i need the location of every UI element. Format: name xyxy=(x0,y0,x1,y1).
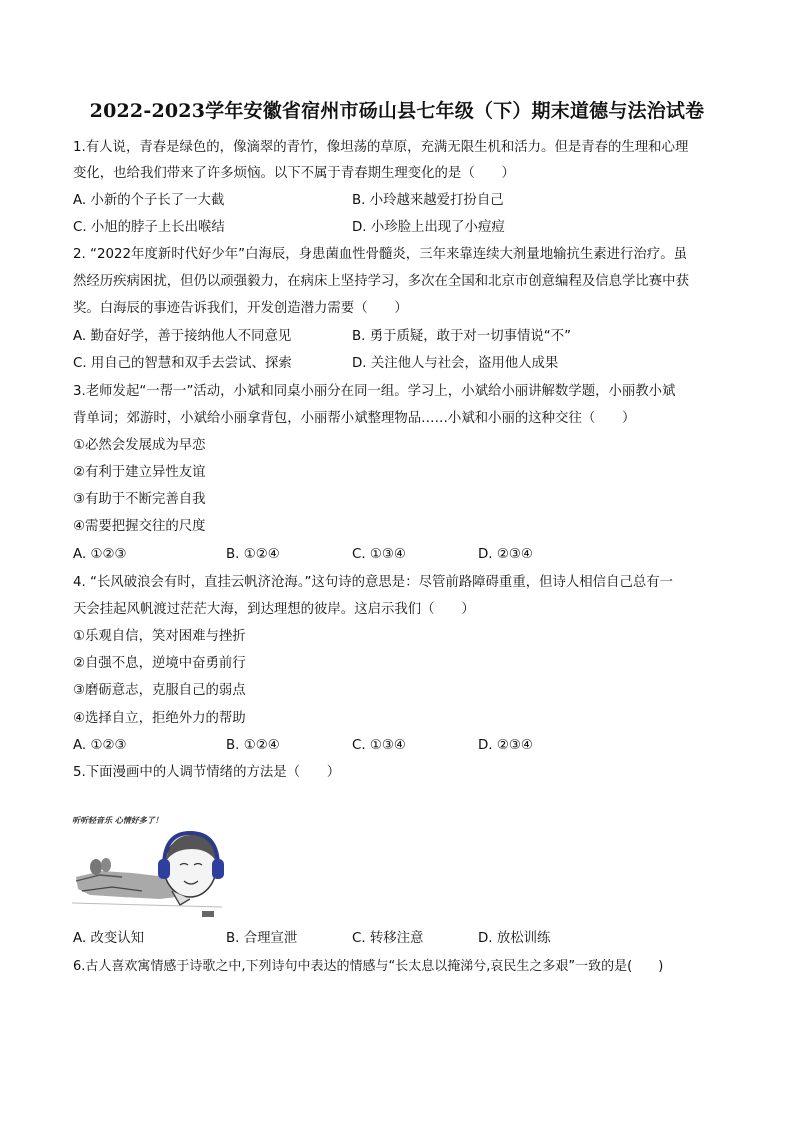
question-3-text-line-1: 3.老师发起“一帮一”活动，小斌和同桌小丽分在同一组。学习上，小斌给小丽讲解数学题，小丽教小斌 xyxy=(73,384,676,399)
question-1-text-line-1: 1.有人说，青春是绿色的，像滴翠的青竹，像坦荡的草原，充满无限生机和活力。但是青春的生理和心理 xyxy=(73,140,689,155)
question-3-statement-1: ①必然会发展成为早恋 xyxy=(73,438,206,453)
question-4-text-line-1: 4. “长风破浪会有时，直挂云帆济沧海。”这句诗的意思是：尽管前路障碍重重，但诗人相信自己总有一 xyxy=(73,575,674,590)
question-5-option-d: D. 放松训练 xyxy=(478,931,551,946)
question-3-option-b: B. ①②④ xyxy=(226,547,280,562)
question-2-option-b: B. 勇于质疑，敢于对一切事情说“不” xyxy=(352,329,572,344)
question-2-option-c: C. 用自己的智慧和双手去尝试、探索 xyxy=(73,356,292,371)
question-4-statement-2: ②自强不息，逆境中奋勇前行 xyxy=(73,656,246,671)
question-4-statement-1: ①乐观自信，笑对困难与挫折 xyxy=(73,629,246,644)
question-3-statement-2: ②有利于建立异性友谊 xyxy=(73,465,206,480)
question-1-option-a: A. 小新的个子长了一大截 xyxy=(73,193,225,208)
question-3-statement-3: ③有助于不断完善自我 xyxy=(73,492,206,507)
question-5-option-a: A. 改变认知 xyxy=(73,931,144,946)
question-2-option-a: A. 勤奋好学，善于接纳他人不同意见 xyxy=(73,329,292,344)
question-4-option-d: D. ②③④ xyxy=(478,738,533,753)
question-5-option-b: B. 合理宣泄 xyxy=(226,931,298,946)
question-1-option-d: D. 小珍脸上出现了小痘痘 xyxy=(352,220,505,235)
comic-caption: 听听轻音乐 心情好多了！ xyxy=(72,816,163,825)
question-2-option-d: D. 关注他人与社会，盗用他人成果 xyxy=(352,356,559,371)
question-2-text-line-2: 然经历疾病困扰，但仍以顽强毅力，在病床上坚持学习，多次在全国和北京市创意编程及信息学比赛中获 xyxy=(73,274,689,289)
question-3-statement-4: ④需要把握交往的尺度 xyxy=(73,519,206,534)
question-1-option-b: B. 小玲越来越爱打扮自己 xyxy=(352,193,504,208)
comic-drawing xyxy=(72,815,234,919)
page-title: 2022-2023学年安徽省宿州市砀山县七年级（下）期末道德与法治试卷 xyxy=(89,100,705,122)
question-5-option-c: C. 转移注意 xyxy=(352,931,424,946)
question-1-option-c: C. 小旭的脖子上长出喉结 xyxy=(73,220,225,235)
question-2-text-line-1: 2. “2022年度新时代好少年”白海辰，身患菌血性骨髓炎，三年来靠连续大剂量地输抗生素进行治疗。虽 xyxy=(73,247,687,262)
question-4-text-line-2: 天会挂起风帆渡过茫茫大海，到达理想的彼岸。这启示我们（ ） xyxy=(73,602,475,617)
question-1-text-line-2: 变化，也给我们带来了许多烦恼。以下不属于青春期生理变化的是（ ） xyxy=(73,166,515,181)
question-3-option-a: A. ①②③ xyxy=(73,547,127,562)
question-4-option-c: C. ①③④ xyxy=(352,738,406,753)
question-6-text-line-1: 6.古人喜欢寓情感于诗歌之中,下列诗句中表达的情感与“长太息以掩涕兮,哀民生之多艰”一致的是( ) xyxy=(73,959,664,974)
question-4-option-b: B. ①②④ xyxy=(226,738,280,753)
question-3-option-c: C. ①③④ xyxy=(352,547,406,562)
question-4-option-a: A. ①②③ xyxy=(73,738,127,753)
question-2-text-line-3: 奖。白海辰的事迹告诉我们，开发创造潜力需要（ ） xyxy=(73,301,408,316)
comic-illustration xyxy=(72,815,234,919)
question-3-text-line-2: 背单词；郊游时，小斌给小丽拿背包，小丽帮小斌整理物品……小斌和小丽的这种交往（ ） xyxy=(73,411,636,426)
question-4-statement-3: ③磨砺意志，克服自己的弱点 xyxy=(73,683,246,698)
question-5-text-line-1: 5.下面漫画中的人调节情绪的方法是（ ） xyxy=(73,765,341,780)
question-3-option-d: D. ②③④ xyxy=(478,547,533,562)
question-4-statement-4: ④选择自立，拒绝外力的帮助 xyxy=(73,711,246,726)
